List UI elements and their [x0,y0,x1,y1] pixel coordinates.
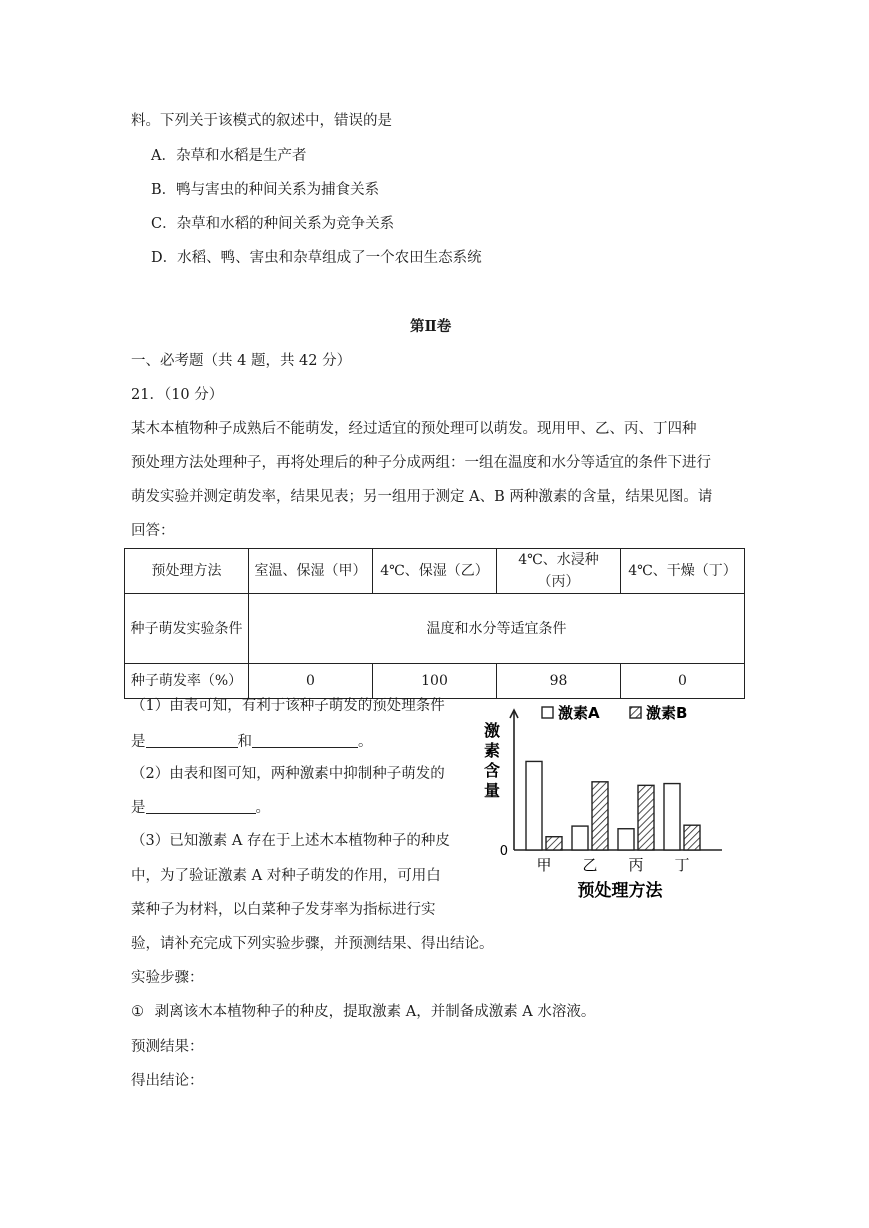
question-number: 21．（10 分） [131,387,224,403]
step-1-text: 剥离该木本植物种子的种皮，提取激素 A，并制备成激素 A 水溶液。 [154,1004,596,1020]
x-tick-label: 丙 [628,856,644,874]
table-cell: 温度和水分等适宜条件 [249,594,745,664]
table-cell: 预处理方法 [125,549,249,594]
q1-line-2 [131,731,373,752]
table-cell: 0 [249,664,373,699]
q3-line-2: 中，为了验证激素 A 对种子萌发的作用，可用白 [131,868,441,884]
table-header-row [125,549,745,594]
conclude-label: 得出结论： [131,1073,204,1089]
predict-label: 预测结果： [131,1039,204,1055]
mc-option-c: C．杂草和水稻的种间关系为竞争关系 [151,216,395,232]
x-tick-label: 乙 [582,856,598,874]
table-cell: 4℃、干燥（丁） [621,549,745,594]
table-cell: 4℃、水浸种（丙） [497,549,621,594]
answer-blank-3[interactable] [146,797,256,814]
mc-option-a: A．杂草和水稻是生产者 [151,148,307,164]
q3-line-3: 菜种子为材料，以白菜种子发芽率为指标进行实 [131,902,436,918]
q3-line-1: （3）已知激素 A 存在于上述木本植物种子的种皮 [131,833,450,849]
steps-label: 实验步骤： [131,970,204,986]
table-cell: 98 [497,664,621,699]
mc-option-b: B．鸭与害虫的种间关系为捕食关系 [151,182,380,198]
table-cell: 4℃、保湿（乙） [373,549,497,594]
q1-line-1: （1）由表可知，有利于该种子萌发的预处理条件 [131,698,445,714]
table-cell: 0 [621,664,745,699]
bar-hormone-a [526,761,542,850]
legend-label-b: 激素B [646,704,688,722]
table-cell: 种子萌发率（%） [125,664,249,699]
q1-end: 。 [358,734,373,750]
bar-hormone-b [546,837,562,850]
bar-hormone-b [684,825,700,850]
q2-end: 。 [255,800,270,816]
mc-stem: 料。下列关于该模式的叙述中，错误的是 [131,113,392,129]
section-heading: 一、必考题（共 4 题，共 42 分） [131,353,352,369]
x-tick-label: 丁 [674,856,690,874]
bar-hormone-a [618,829,634,850]
step-1 [131,1002,595,1022]
q2-line-1: （2）由表和图可知，两种激素中抑制种子萌发的 [131,766,445,782]
x-tick-label: 甲 [536,856,552,874]
mc-option-d: D．水稻、鸭、害虫和杂草组成了一个农田生态系统 [151,250,482,266]
legend-swatch-b [630,707,641,718]
origin-label: 0 [499,844,508,859]
bar-hormone-b [638,785,654,850]
hormone-bar-chart [470,692,730,904]
y-axis-label: 激素含量 [483,721,501,800]
step-1-marker: ① [131,1004,144,1020]
part-title: 第Ⅱ卷 [410,318,452,335]
q2-prefix: 是 [131,800,146,816]
table-row [125,594,745,664]
legend-label-a: 激素A [558,704,600,722]
x-axis-label: 预处理方法 [577,881,663,901]
intro-line-2: 预处理方法处理种子，再将处理后的种子分成两组：一组在温度和水分等适宜的条件下进行 [131,455,711,471]
germination-table [124,548,745,699]
q2-line-2 [131,797,270,818]
bar-hormone-a [664,784,680,850]
bar-hormone-b [592,782,608,850]
table-cell: 种子萌发实验条件 [125,594,249,664]
bar-hormone-a [572,826,588,850]
legend-swatch-a [542,707,553,718]
intro-line-4: 回答： [131,523,175,539]
q1-prefix: 是 [131,734,146,750]
intro-line-3: 萌发实验并测定萌发率，结果见表；另一组用于测定 A、B 两种激素的含量，结果见图。请 [131,489,713,505]
answer-blank-1[interactable] [146,731,238,748]
table-cell: 100 [373,664,497,699]
intro-line-1: 某木本植物种子成熟后不能萌发，经过适宜的预处理可以萌发。现用甲、乙、丙、丁四种 [131,421,697,437]
table-cell: 室温、保湿（甲） [249,549,373,594]
answer-blank-2[interactable] [252,731,358,748]
q1-mid: 和 [237,734,252,750]
q3-line-4: 验，请补充完成下列实验步骤，并预测结果、得出结论。 [131,936,494,952]
